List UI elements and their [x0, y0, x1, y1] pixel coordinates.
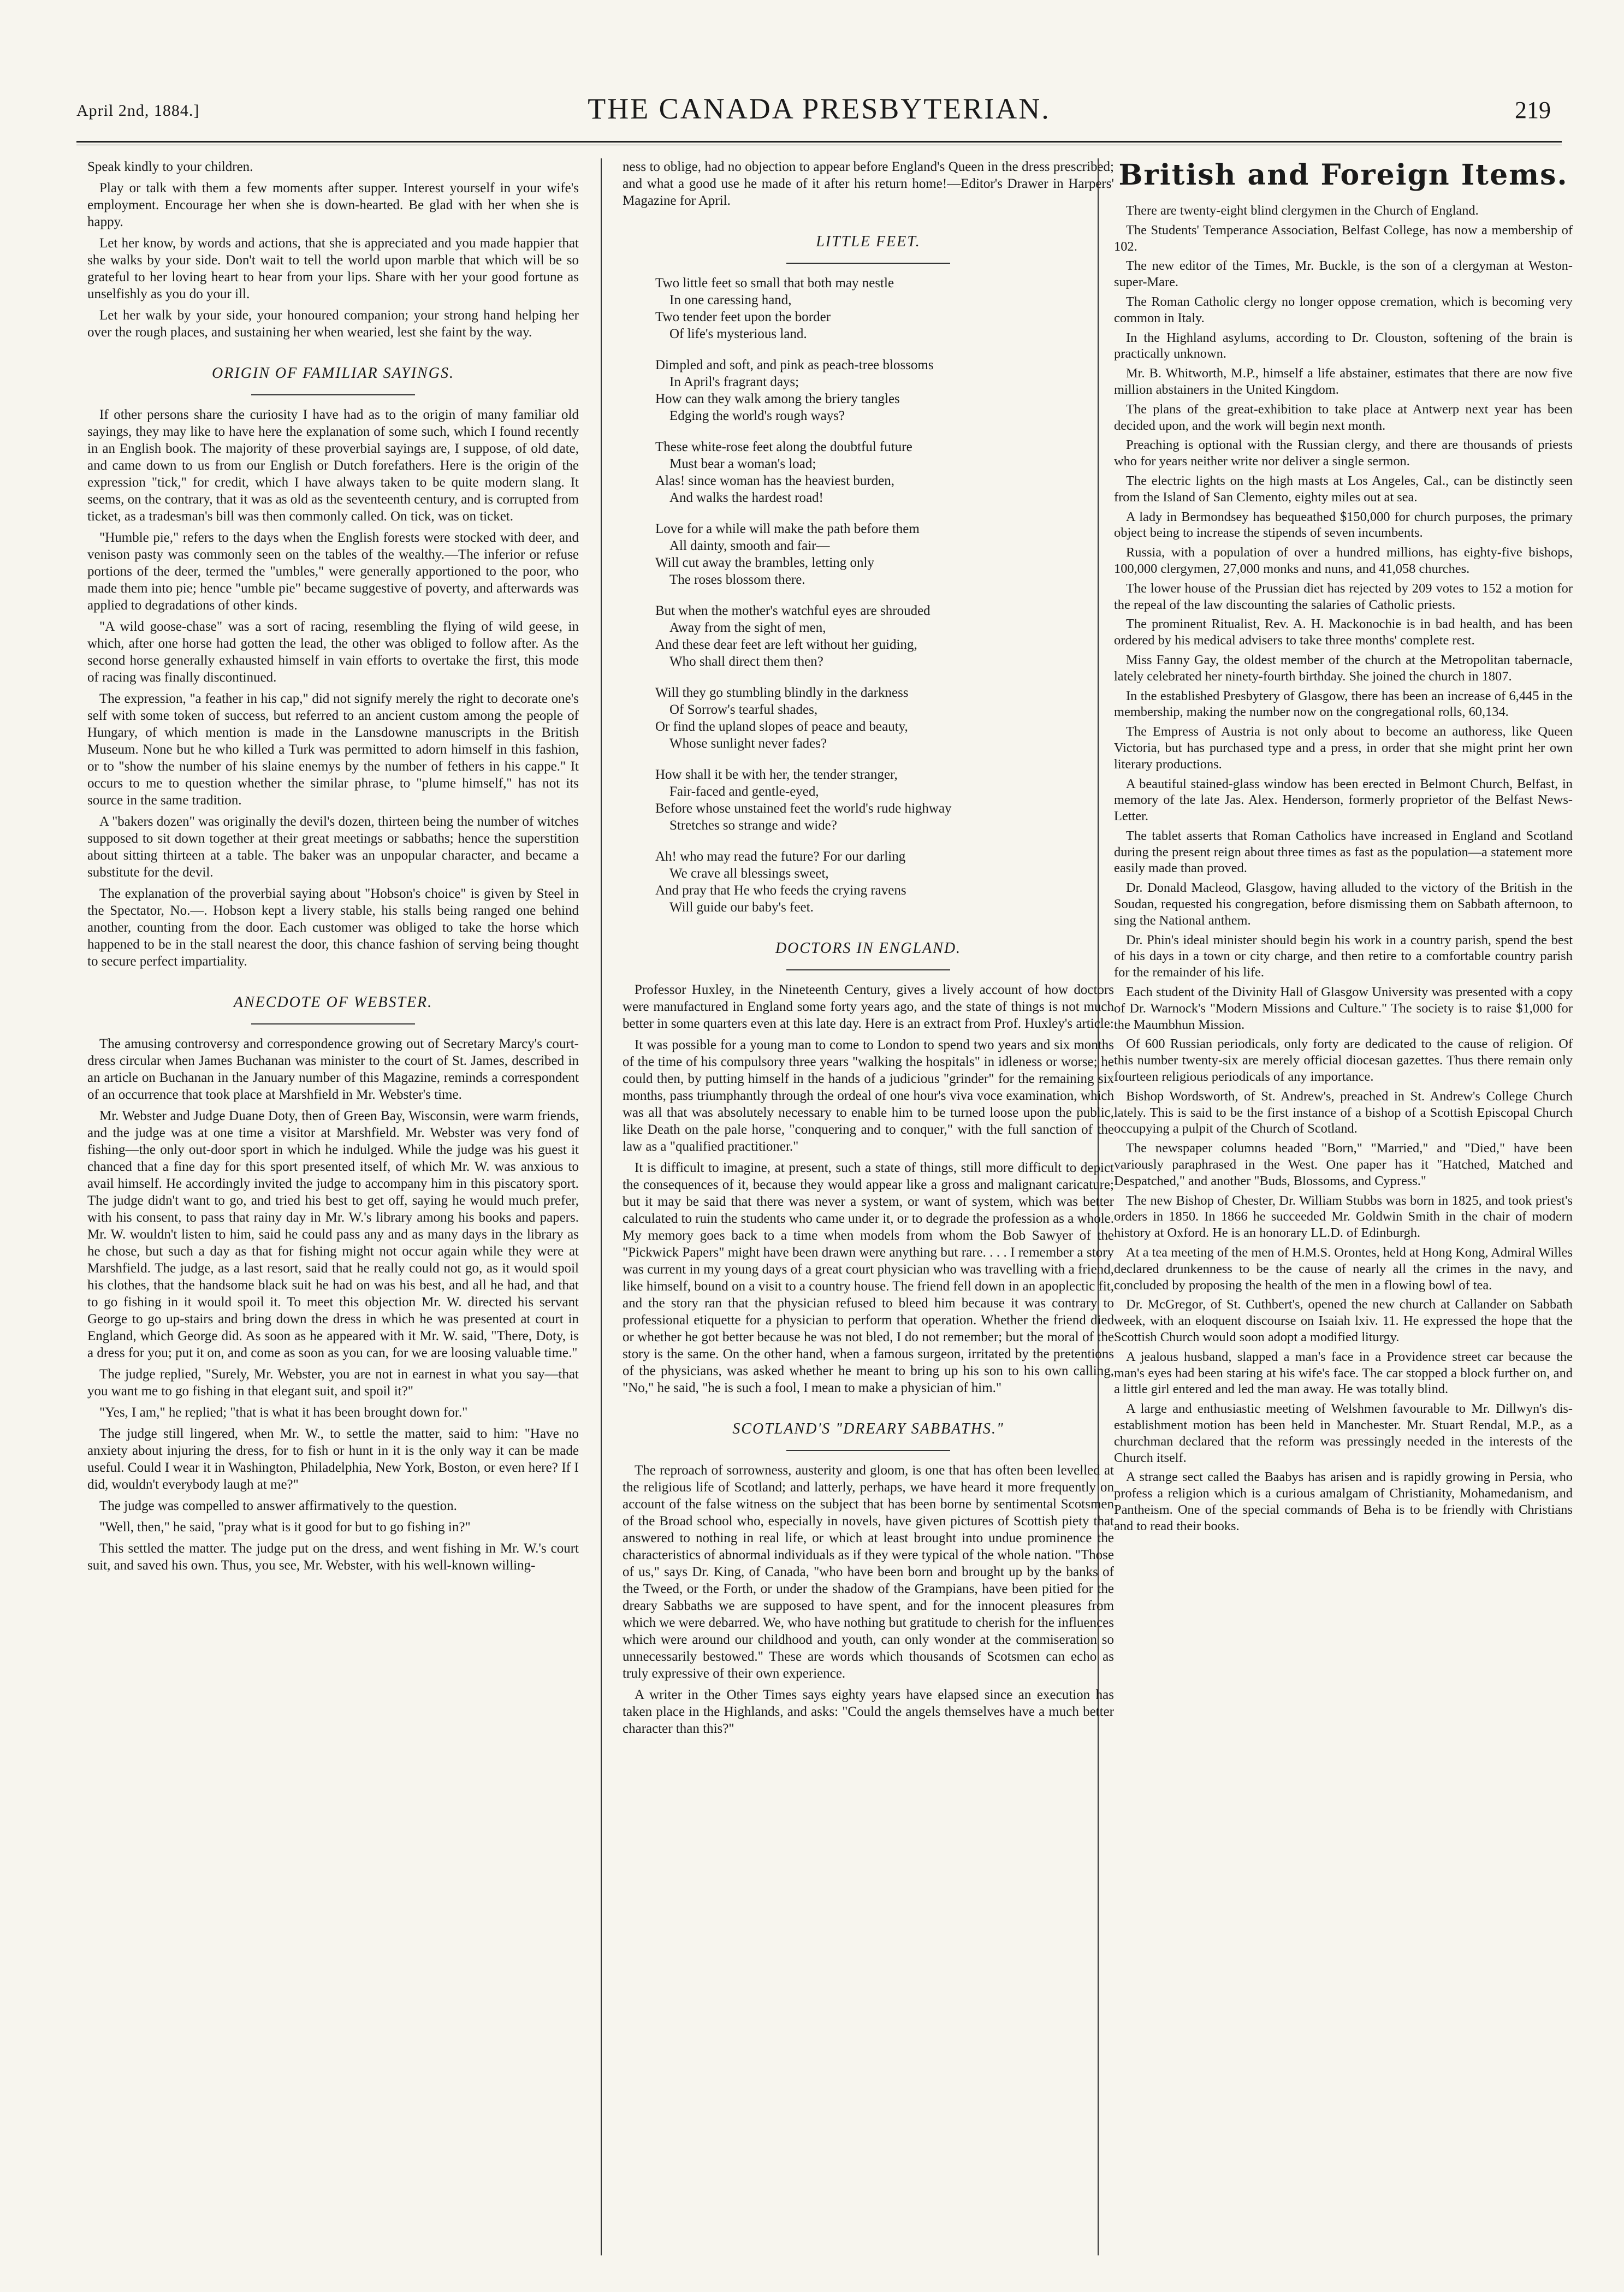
- poem-line: Ah! who may read the future? For our darling: [655, 849, 906, 864]
- paragraph: Professor Huxley, in the Nineteenth Century, gives a lively account of how doctors were manufactured in England some forty years ago, and the state of things is not much better in some quarters even at this late day. Here is an extract from Prof. Huxley's article:: [623, 982, 1114, 1031]
- poem-stanza: [655, 766, 1114, 834]
- paragraph: A "bakers dozen" was originally the devil's dozen, thirteen being the number of witches supposed to sit down together at their great meetings or sabbaths; hence the superstition about sitting thirteen at a table. The baker was an unpopular character, and became a substitute for the devil.: [87, 814, 579, 880]
- heading-rule: [786, 263, 950, 264]
- poem-line: Dimpled and soft, and pink as peach-tree blossoms: [655, 358, 934, 372]
- news-item: The electric lights on the high masts at Los Angeles, Cal., can be distinctly seen from the Island of San Clemento, eighty miles out at sea.: [1114, 473, 1573, 505]
- paragraph: ness to oblige, had no objection to appear before England's Queen in the dress prescribed; and what a good use he made of it after his return home!—Editor's Drawer in Harpers' Magazine for April.: [623, 159, 1114, 208]
- paragraph: Speak kindly to your children.: [87, 159, 253, 174]
- heading-rule: [786, 969, 950, 970]
- poem-line: All dainty, smooth and fair—: [669, 538, 830, 553]
- poem-stanza: [655, 602, 1114, 670]
- column-1: [87, 158, 579, 2266]
- news-item: The new editor of the Times, Mr. Buckle, is the son of a clergyman at Weston-super-Mare.: [1114, 258, 1573, 290]
- news-item: Dr. Phin's ideal minister should begin his work in a country parish, spend the best of his days in a town or city charge, and then retire to a comfortable country parish for the remainder of his life.: [1114, 932, 1573, 980]
- newspaper-title: THE CANADA PRESBYTERIAN.: [588, 92, 1051, 125]
- header-rule: [76, 141, 1562, 143]
- news-item: The prominent Ritualist, Rev. A. H. Mackonochie is in bad health, and has been ordered by his medical advisers to take three months' complete rest.: [1114, 617, 1573, 648]
- poem-stanza: [655, 357, 1114, 424]
- poem-line: Two little feet so small that both may nestle: [655, 276, 894, 291]
- news-item: The Roman Catholic clergy no longer oppose cremation, which is becoming very common in Italy.: [1114, 294, 1573, 325]
- paragraph: Mr. Webster and Judge Duane Doty, then of Green Bay, Wisconsin, were warm friends, and the judge was at one time a visitor at Marshfield. Mr. Webster was very fond of fishing—the only out-door sport in which he indulged. While the judge was his guest it chanced that a fine day for this sport presented itself, of which Mr. W. was anxious to avail himself. He accordingly invited the judge to accompany him in this piscatory sport. The judge didn't want to go, and tried his best to get off, saying he would much prefer, with his consent, to pass that rainy day in Mr. W.'s library among his books and papers. Mr. W. wouldn't listen to him, said he could pass any and as many days in the library as he chose, but such a day as that for fishing might not occur again while they were at Marshfield. The judge, as a last resort, said that he really could not go, as it would spoil his clothes, that the handsome black suit he had on was his best, and all he had, and that to go fishing in it would spoil it. To meet this objection Mr. W. directed his servant George to go up-stairs and bring down the dress in which he was presented at court in England, which George did. As soon as he appeared with it Mr. W. said, "There, Doty, is a dress for you; put it on, and come as soon as you can, for we are loosing valuable time.": [87, 1109, 579, 1360]
- news-item: A large and enthusiastic meeting of Welshmen favourable to Mr. Dillwyn's dis-establishment motion has been held in Manchester. Mr. Stuart Rendal, M.P., as a churchman declared that the reform was pressingly needed in the interests of the Church itself.: [1114, 1401, 1573, 1465]
- poem-line: Will guide our baby's feet.: [669, 900, 814, 915]
- poem-line: Whose sunlight never fades?: [669, 736, 827, 751]
- article-heading: DOCTORS IN ENGLAND.: [775, 940, 962, 957]
- page-number: 219: [1515, 97, 1551, 123]
- column-2: [623, 158, 1114, 2266]
- paragraph: "Yes, I am," he replied; "that is what it has been brought down for.": [99, 1405, 468, 1420]
- news-item: A beautiful stained-glass window has been erected in Belmont Church, Belfast, in memory of the late Jas. Alex. Henderson, formerly proprietor of the Belfast News-Letter.: [1114, 776, 1573, 824]
- column-divider: [601, 158, 602, 2255]
- news-item: The newspaper columns headed "Born," "Married," and "Died," have been variously paraphrased in the West. One paper has it "Hatched, Matched and Despatched," and another "Buds, Blossoms, and Cypress.": [1114, 1141, 1573, 1188]
- poem-stanza: [655, 275, 1114, 342]
- news-item: Of 600 Russian periodicals, only forty are dedicated to the cause of religion. Of this number twenty-six are merely official diocesan gazettes. Thus there remain only fourteen religious periodicals of any importance.: [1114, 1037, 1573, 1085]
- poem-line: Who shall direct them then?: [669, 654, 823, 669]
- poem-line: Will they go stumbling blindly in the darkness: [655, 685, 909, 700]
- poem-line: Or find the upland slopes of peace and beauty,: [655, 719, 908, 734]
- article-heading: SCOTLAND'S "DREARY SABBATHS.": [732, 1420, 1004, 1437]
- paragraph: The expression, "a feather in his cap," did not signify merely the right to decorate one's self with some token of success, but referred to an ancient custom among the people of Hungary, of which mention is made in the Lansdowne manuscripts in the British Museum. None but he who killed a Turk was permitted to adorn himself in this fashion, or to "show the number of his slaine enemys by the number of fethers in his cappe." It occurs to me to question whether the similar phrase, to "plume himself," has not its source in the same tradition.: [87, 691, 579, 808]
- heading-rule: [251, 394, 415, 395]
- poem-line: We crave all blessings sweet,: [669, 866, 829, 881]
- article-heading: ANECDOTE OF WEBSTER.: [233, 994, 433, 1011]
- issue-date: April 2nd, 1884.]: [76, 102, 200, 120]
- section-title: British and Foreign Items.: [1118, 158, 1568, 192]
- news-item: The new Bishop of Chester, Dr. William Stubbs was born in 1825, and took priest's orders in 1850. In 1866 he succeeded Mr. Goldwin Smith in the chair of modern history at Oxford. He is an honorary LL.D. of Edinburgh.: [1114, 1193, 1573, 1241]
- paragraph: It was possible for a young man to come to London to spend two years and six months of the time of his compulsory three years "walking the hospitals" in idleness or worse; he could then, by putting himself in the hands of a judicious "grinder" for the remaining six months, pass triumphantly through the ordeal of one hour's viva voce examination, which was all that was absolutely necessary to enable him to be turned loose upon the public, like Death on the pale horse, "conquering and to conquer," with the full sanction of the law as a "qualified practitioner.": [623, 1038, 1114, 1154]
- poem-line: Edging the world's rough ways?: [669, 408, 845, 423]
- paragraph: "Well, then," he said, "pray what is it good for but to go fishing in?": [99, 1520, 471, 1535]
- paragraph: The amusing controversy and correspondence growing out of Secretary Marcy's court-dress circular when James Buchanan was minister to the court of St. James, described in an article on Buchanan in the January number of this Magazine, reminds a correspondent of an occurrence that took place at Marshfield in Mr. Webster's time.: [87, 1037, 579, 1102]
- column-3: [1114, 158, 1573, 2266]
- poem-line: And these dear feet are left without her guiding,: [655, 637, 917, 652]
- poem-heading: LITTLE FEET.: [816, 233, 921, 250]
- poem-line: How can they walk among the briery tangles: [655, 392, 900, 406]
- scotland-article: [623, 1462, 1114, 1737]
- poem-line: Stretches so strange and wide?: [669, 818, 837, 833]
- poem-line: Of life's mysterious land.: [669, 327, 807, 341]
- poem-line: Must bear a woman's load;: [669, 457, 816, 471]
- paragraph: This settled the matter. The judge put on the dress, and went fishing in Mr. W.'s court suit, and saved his own. Thus, you see, Mr. Webster, with his well-known willing-: [87, 1541, 579, 1573]
- news-item: Each student of the Divinity Hall of Glasgow University was presented with a copy of Dr. Warnock's "Modern Missions and Culture." The society is to raise $1,000 for the Maumbhun Mission.: [1114, 985, 1573, 1032]
- news-item: Bishop Wordsworth, of St. Andrew's, preached in St. Andrew's College Church lately. This is said to be the first instance of a bishop of a Scottish Episcopal Church occupying a pulpit of the Church of Scotland.: [1114, 1088, 1573, 1136]
- news-item: Mr. B. Whitworth, M.P., himself a life abstainer, estimates that there are now five million abstainers in the United Kingdom.: [1114, 366, 1573, 397]
- origin-article: [87, 406, 579, 970]
- news-item: At a tea meeting of the men of H.M.S. Orontes, held at Hong Kong, Admiral Willes declared drunkenness to be the cause of nearly all the crimes in the navy, and concluded by proposing the health of the men in a flowing bowl of tea.: [1114, 1245, 1573, 1293]
- news-item: The tablet asserts that Roman Catholics have increased in England and Scotland during the present reign about three times as fast as the population—a statement more easily made than proved.: [1114, 828, 1573, 876]
- news-item: The plans of the great-exhibition to take place at Antwerp next year has been decided upon, and the work will begin next month.: [1114, 401, 1573, 433]
- poem-stanza: [655, 520, 1114, 588]
- poem-line: Of Sorrow's tearful shades,: [669, 702, 818, 717]
- paragraph: "A wild goose-chase" was a sort of racing, resembling the flying of wild geese, in which, after one horse had gotten the lead, the other was obliged to follow after. As the second horse generally exhausted himself in vain efforts to overtake the first, this mode of racing was finally discontinued.: [87, 619, 579, 685]
- page-header: [76, 92, 1562, 130]
- poem-line: These white-rose feet along the doubtful future: [655, 440, 912, 454]
- article-heading: ORIGIN OF FAMILIAR SAYINGS.: [212, 365, 454, 382]
- paragraph: "Humble pie," refers to the days when the English forests were stocked with deer, and venison pasty was commonly seen on the tables of the wealthy.—The inferior or refuse portions of the deer, termed the "umbles," were generally apportioned to the poor, who made them into pie; hence "umble pie" became suggestive of poverty, and afterwards was applied to degradations of other kinds.: [87, 530, 579, 613]
- doctors-article: [623, 981, 1114, 1396]
- news-item: Dr. McGregor, of St. Cuthbert's, opened the new church at Callander on Sabbath week, with an eloquent discourse on Isaiah lxiv. 11. He expressed the hope that the Scottish Church would soon adopt a modified liturgy.: [1114, 1297, 1573, 1345]
- paragraph: A writer in the Other Times says eighty years have elapsed since an execution has taken place in the Highlands, and asks: "Could the angels themselves have a much better character than this?": [623, 1687, 1114, 1736]
- news-item: The Students' Temperance Association, Belfast College, has now a membership of 102.: [1114, 222, 1573, 254]
- poem-stanza: [655, 848, 1114, 916]
- paragraph: The judge replied, "Surely, Mr. Webster, you are not in earnest in what you say—that you want me to go fishing in that elegant suit, and spoil it?": [87, 1367, 579, 1399]
- news-item: There are twenty-eight blind clergymen in the Church of England.: [1126, 203, 1479, 218]
- paragraph: If other persons share the curiosity I have had as to the origin of many familiar old sayings, they may like to have here the explanation of some such, which I found recently in an English book. The majority of these proverbial sayings are, I suppose, of old date, and came down to us from our English or Dutch forefathers. Here is the origin of the expression "tick," for credit, which I have always taken to be quite modern slang. It seems, on the contrary, that it was as old as the seventeenth century, and is corrupted from ticket, as a tradesman's bill was then commonly called. On tick, was on ticket.: [87, 407, 579, 524]
- news-item: In the established Presbytery of Glasgow, there has been an increase of 6,445 in the membership, making the number now on the congregational rolls, 60,134.: [1114, 688, 1573, 720]
- poem-line: Away from the sight of men,: [669, 620, 826, 635]
- news-item: The Empress of Austria is not only about to become an authoress, like Queen Victoria, but has purchased type and a press, in order that she might print her own literary productions.: [1114, 724, 1573, 772]
- paragraph: The judge still lingered, when Mr. W., to settle the matter, said to him: "Have no anxiety about injuring the dress, for to fish or hunt in it is the only way it can be made useful. Could I wear it in Washington, Philadelphia, New York, Boston, or even here? If I did, wouldn't everybody laugh at me?": [87, 1426, 579, 1492]
- news-item: Preaching is optional with the Russian clergy, and there are thousands of priests who for years neither write nor deliver a single sermon.: [1114, 437, 1573, 469]
- poem-line: Before whose unstained feet the world's rude highway: [655, 801, 952, 816]
- intro-section: [87, 158, 579, 341]
- paragraph: Let her walk by your side, your honoured companion; your strong hand helping her over the rough places, and sustaining her when wearied, lest she faint by the way.: [87, 308, 579, 340]
- webster-article: [87, 1035, 579, 1574]
- paragraph: The judge was compelled to answer affirmatively to the question.: [99, 1499, 457, 1513]
- poem-line: Two tender feet upon the border: [655, 310, 831, 324]
- paragraph: Play or talk with them a few moments after supper. Interest yourself in your wife's employment. Encourage her when she is down-hearted. Be glad with her when she is happy.: [87, 181, 579, 229]
- paragraph: Let her know, by words and actions, that she is appreciated and you made happier that she walks by your side. Don't wait to tell the world upon marble that which will be so grateful to her loving heart to hear from your lips. Share with her your good fortune as unselfishly as you do your ill.: [87, 236, 579, 301]
- poem-line: Will cut away the brambles, letting only: [655, 555, 874, 570]
- news-item: In the Highland asylums, according to Dr. Clouston, softening of the brain is practically unknown.: [1114, 330, 1573, 362]
- poem-little-feet: [655, 275, 1114, 916]
- news-item: Miss Fanny Gay, the oldest member of the church at the Metropolitan tabernacle, lately celebrated her ninety-fourth birthday. She joined the church in 1807.: [1114, 652, 1573, 684]
- poem-line: The roses blossom there.: [669, 572, 805, 587]
- news-item: A jealous husband, slapped a man's face in a Providence street car because the man's eyes had been staring at his wife's face. The car stopped a block further on, and a little girl entered and led the man away. He was totally blind.: [1114, 1349, 1573, 1397]
- poem-line: But when the mother's watchful eyes are shrouded: [655, 603, 930, 618]
- poem-line: Love for a while will make the path before them: [655, 522, 920, 536]
- news-item: Russia, with a population of over a hundred millions, has eighty-five bishops, 100,000 clergymen, 27,000 monks and nuns, and 41,058 churches.: [1114, 545, 1573, 576]
- paragraph: The explanation of the proverbial saying about "Hobson's choice" is given by Steel in the Spectator, No.—. Hobson kept a livery stable, his stalls being ranged one behind another, counting from the door. Each customer was obliged to take the horse which happened to be in the stall nearest the door, this chance fashion of serving being thought to secure perfect impartiality.: [87, 886, 579, 969]
- news-item: A strange sect called the Baabys has arisen and is rapidly growing in Persia, who profess a religion which is a curious amalgam of Christianity, Mohamedanism, and Pantheism. One of the special commands of Beha is to be friendly with Christians and to read their books.: [1114, 1470, 1573, 1533]
- news-item: The lower house of the Prussian diet has rejected by 209 votes to 152 a motion for the repeal of the law discounting the salaries of Catholic priests.: [1114, 581, 1573, 612]
- news-item: A lady in Bermondsey has bequeathed $150,000 for church purposes, the primary object being to increase the stipends of seven incumbents.: [1114, 509, 1573, 541]
- poem-line: And pray that He who feeds the crying ravens: [655, 883, 906, 898]
- poem-line: Fair-faced and gentle-eyed,: [669, 784, 819, 799]
- heading-rule: [251, 1023, 415, 1024]
- poem-line: In April's fragrant days;: [669, 375, 799, 389]
- poem-stanza: [655, 439, 1114, 506]
- paragraph: The reproach of sorrowness, austerity and gloom, is one that has often been levelled at the religious life of Scotland; and latterly, perhaps, we have heard it more frequently on account of the false witness on the subject that has been borne by sentimental Scotsmen of the Broad school who, especially in novels, have given pictures of Scottish piety that answered to nothing in real life, or which at least brought into undue prominence the characteristics of abnormal individuals as if they were typical of the whole nation. "Those of us," says Dr. King, of Canada, "who have been born and brought up by the banks of the Tweed, or the Forth, or under the shadow of the Grampians, have been pitied for the dreary Sabbaths we are supposed to have spent, and for the innocent pleasures from which we were debarred. We, who have nothing but gratitude to cherish for the influences which were around our childhood and youth, can only wonder at the commiseration so unnecessarily bestowed." These are words which thousands of Scotsmen can echo as truly expressive of their own experience.: [623, 1463, 1114, 1681]
- poem-line: Alas! since woman has the heaviest burden,: [655, 473, 895, 488]
- heading-rule: [786, 1450, 950, 1451]
- news-items: [1114, 203, 1573, 1535]
- poem-line: How shall it be with her, the tender stranger,: [655, 767, 898, 782]
- poem-line: And walks the hardest road!: [669, 490, 823, 505]
- news-item: Dr. Donald Macleod, Glasgow, having alluded to the victory of the British in the Soudan, requested his congregation, before dismissing them on Sabbath afternoon, to sing the National anthem.: [1114, 880, 1573, 928]
- poem-stanza: [655, 684, 1114, 752]
- paragraph: It is difficult to imagine, at present, such a state of things, still more difficult to depict the consequences of it, because they would appear like a gross and malignant caricature; but it may be said that there was never a system, or want of system, which was better calculated to ruin the students who came under it, or to degrade the profession as a whole. My memory goes back to a time when models from whom the Bob Sawyer of the "Pickwick Papers" might have been drawn were anything but rare. . . . I remember a story was current in my young days of a great court physician who was travelling with a friend, like himself, bound on a visit to a country house. The friend fell down in an apoplectic fit, and the story ran that the physician refused to bleed him because it was contrary to professional etiquette for a physician to perform that operation. Whether the friend died or whether he got better because he was not bled, I do not remember; but the moral of the story is the same. On the other hand, when a famous surgeon, irritated by the pretentions of the physicians, was asked whether he meant to bring up his son to his own calling, "No," he said, "he is such a fool, I mean to make a physician of him.": [623, 1160, 1114, 1395]
- poem-line: In one caressing hand,: [669, 293, 792, 307]
